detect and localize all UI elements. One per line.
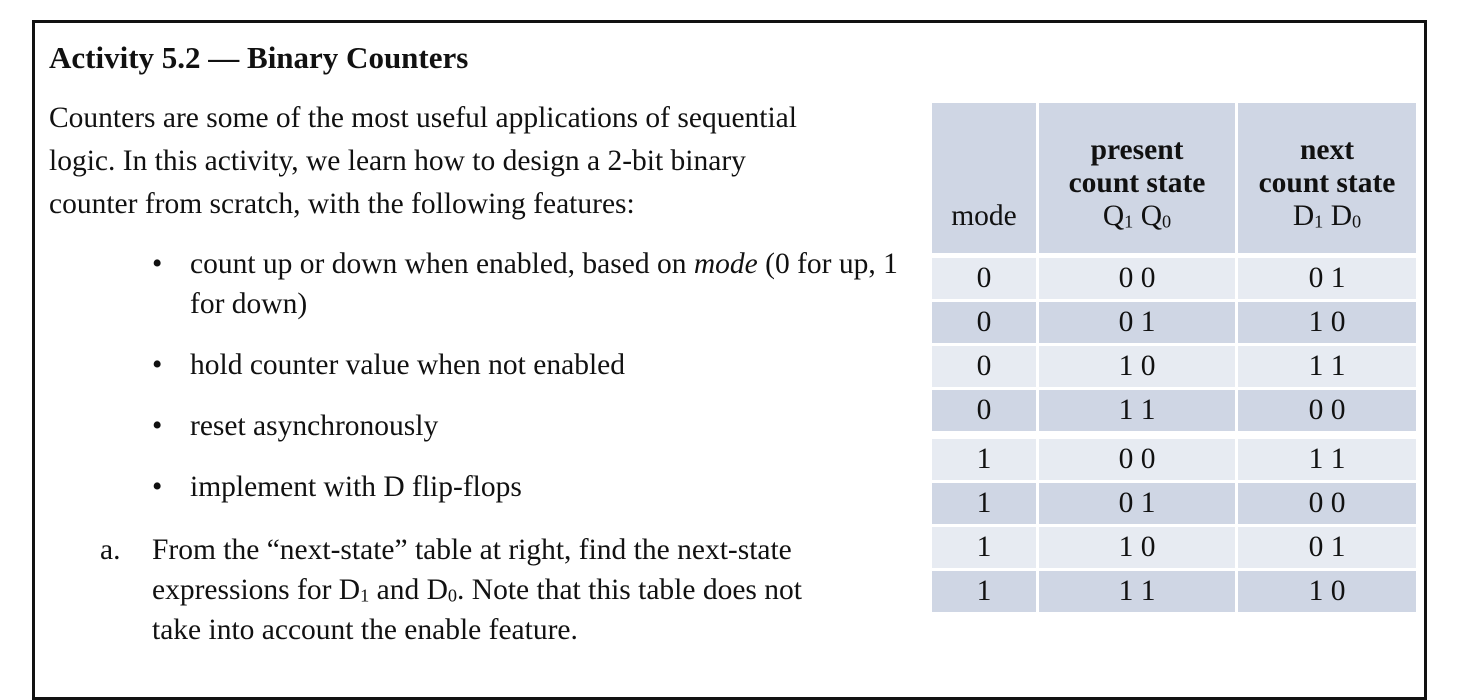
question-line	[152, 570, 922, 610]
cell-mode: 1	[932, 570, 1038, 614]
table-row	[932, 256, 1416, 301]
feature-text: (0 for up, 1 for down)	[190, 248, 898, 320]
cell-mode: 0	[932, 389, 1038, 436]
subscript: 0	[1352, 211, 1362, 232]
cell-present: 1 0	[1038, 526, 1237, 570]
text-run: . Note that this table does not	[457, 574, 802, 606]
cell-present: 0 1	[1038, 301, 1237, 345]
table-row	[932, 435, 1416, 482]
var-name: D	[1323, 200, 1352, 232]
bullet-icon: •	[152, 471, 163, 503]
question-line: From the “next-state” table at right, find the next-state	[152, 534, 792, 566]
header-label: count state	[1258, 167, 1396, 199]
header-mode	[932, 103, 1038, 256]
cell-mode: 0	[932, 345, 1038, 389]
feature-list	[152, 244, 912, 528]
table-row	[932, 526, 1416, 570]
next-state-table	[932, 103, 1416, 615]
cell-present: 1 1	[1038, 570, 1237, 614]
feature-item	[152, 244, 912, 324]
header-vars	[1238, 200, 1416, 253]
cell-present: 0 0	[1038, 256, 1237, 301]
cell-mode: 1	[932, 482, 1038, 526]
intro-line: Counters are some of the most useful applications of sequential	[49, 102, 797, 134]
cell-next: 1 0	[1237, 570, 1417, 614]
subscript: 1	[1314, 211, 1324, 232]
subscript: 0	[1162, 211, 1172, 232]
cell-mode: 1	[932, 526, 1038, 570]
subscript: 1	[360, 585, 370, 606]
cell-next: 1 1	[1237, 345, 1417, 389]
cell-next: 0 0	[1237, 482, 1417, 526]
cell-next: 1 1	[1237, 435, 1417, 482]
feature-item	[152, 406, 912, 446]
cell-next: 0 1	[1237, 526, 1417, 570]
header-label: next	[1299, 134, 1355, 166]
table-row	[932, 389, 1416, 436]
intro-line: logic. In this activity, we learn how to design a 2-bit binary	[49, 145, 746, 177]
intro-line: counter from scratch, with the following features:	[49, 188, 635, 220]
text-run: and D	[369, 574, 448, 606]
table-row	[932, 482, 1416, 526]
feature-text: hold counter value when not enabled	[190, 349, 625, 381]
subscript: 1	[1124, 211, 1134, 232]
intro-paragraph	[49, 97, 929, 226]
bullet-icon: •	[152, 248, 163, 280]
cell-present: 0 1	[1038, 482, 1237, 526]
var-name: Q	[1133, 200, 1162, 232]
cell-mode: 0	[932, 301, 1038, 345]
feature-item	[152, 467, 912, 507]
feature-text-emphasis: mode	[693, 248, 758, 280]
feature-text: reset asynchronously	[190, 410, 439, 442]
text-run: expressions for D	[152, 574, 361, 606]
table-header-row	[932, 103, 1416, 256]
header-vars	[1039, 200, 1235, 253]
question-marker: a.	[100, 534, 121, 566]
cell-next: 0 0	[1237, 389, 1417, 436]
table-row	[932, 345, 1416, 389]
feature-text: count up or down when enabled, based on	[190, 248, 694, 280]
bullet-icon: •	[152, 410, 163, 442]
cell-mode: 0	[932, 256, 1038, 301]
header-label: count state	[1068, 167, 1206, 199]
table-row	[932, 301, 1416, 345]
cell-next: 0 1	[1237, 256, 1417, 301]
header-next-state	[1237, 103, 1417, 256]
feature-text: implement with D flip-flops	[190, 471, 522, 503]
feature-item	[152, 345, 912, 385]
header-label: present	[1090, 134, 1184, 166]
var-name: D	[1292, 200, 1315, 232]
var-name: Q	[1102, 200, 1125, 232]
cell-mode: 1	[932, 435, 1038, 482]
question-line: take into account the enable feature.	[152, 614, 578, 646]
cell-next: 1 0	[1237, 301, 1417, 345]
header-present-state	[1038, 103, 1237, 256]
header-label: mode	[951, 200, 1017, 232]
cell-present: 1 0	[1038, 345, 1237, 389]
question-text	[152, 530, 922, 650]
cell-present: 1 1	[1038, 389, 1237, 436]
activity-title: Activity 5.2 — Binary Counters	[49, 40, 469, 75]
bullet-icon: •	[152, 349, 163, 381]
subscript: 0	[447, 585, 458, 606]
cell-present: 0 0	[1038, 435, 1237, 482]
table-row	[932, 570, 1416, 614]
